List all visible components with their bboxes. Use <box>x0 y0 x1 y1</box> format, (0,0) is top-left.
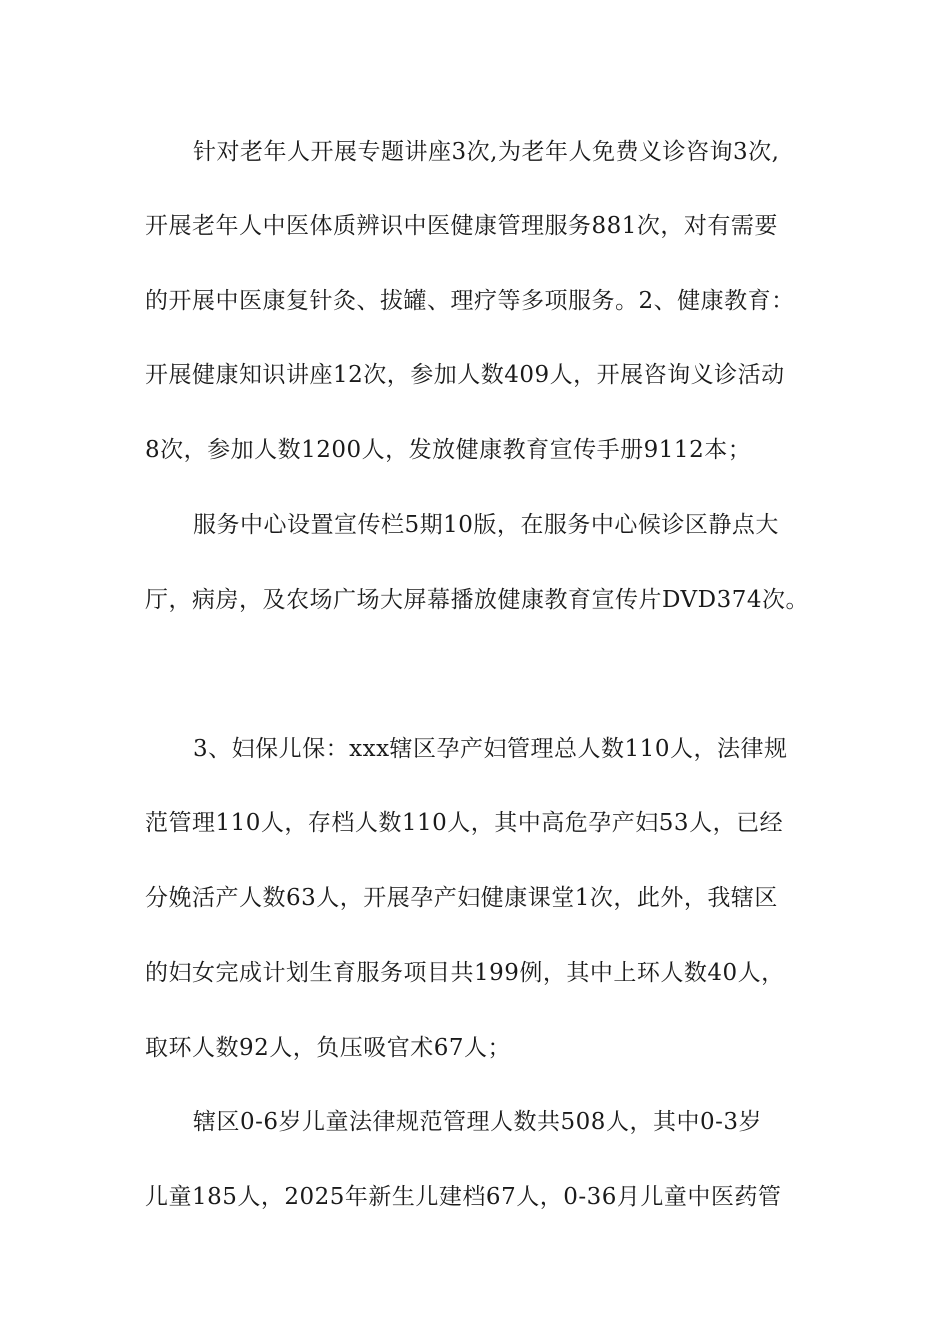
text-line: 开展健康知识讲座12次，参加人数409人，开展咨询义诊活动 <box>145 362 785 388</box>
text-line: 服务中心设置宣传栏5期10版，在服务中心候诊区静点大 <box>193 512 779 538</box>
text-line: 取环人数92人，负压吸官术67人； <box>145 1035 512 1061</box>
text-line: 的妇女完成计划生育服务项目共199例，其中上环人数40人， <box>145 960 785 986</box>
text-line: 分娩活产人数63人，开展孕产妇健康课堂1次，此外，我辖区 <box>145 885 778 911</box>
text-line: 开展老年人中医体质辨识中医健康管理服务881次，对有需要 <box>145 213 778 239</box>
text-line: 范管理110人，存档人数110人，其中高危孕产妇53人，已经 <box>145 810 784 836</box>
text-line: 8次，参加人数1200人，发放健康教育宣传手册9112本； <box>145 437 752 463</box>
text-line: 针对老年人开展专题讲座3次,为老年人免费义诊咨询3次, <box>193 139 780 165</box>
text-line: 辖区0-6岁儿童法律规范管理人数共508人，其中0-3岁 <box>193 1109 762 1135</box>
text-line: 儿童185人，2025年新生儿建档67人，0-36月儿童中医药管 <box>145 1184 782 1210</box>
text-line: 的开展中医康复针灸、拔罐、理疗等多项服务。2、健康教育： <box>145 288 795 314</box>
text-line: 厅，病房，及农场广场大屏幕播放健康教育宣传片DVD374次。 <box>145 587 809 613</box>
text-line: 3、妇保儿保：xxx辖区孕产妇管理总人数110人，法律规 <box>193 736 788 762</box>
